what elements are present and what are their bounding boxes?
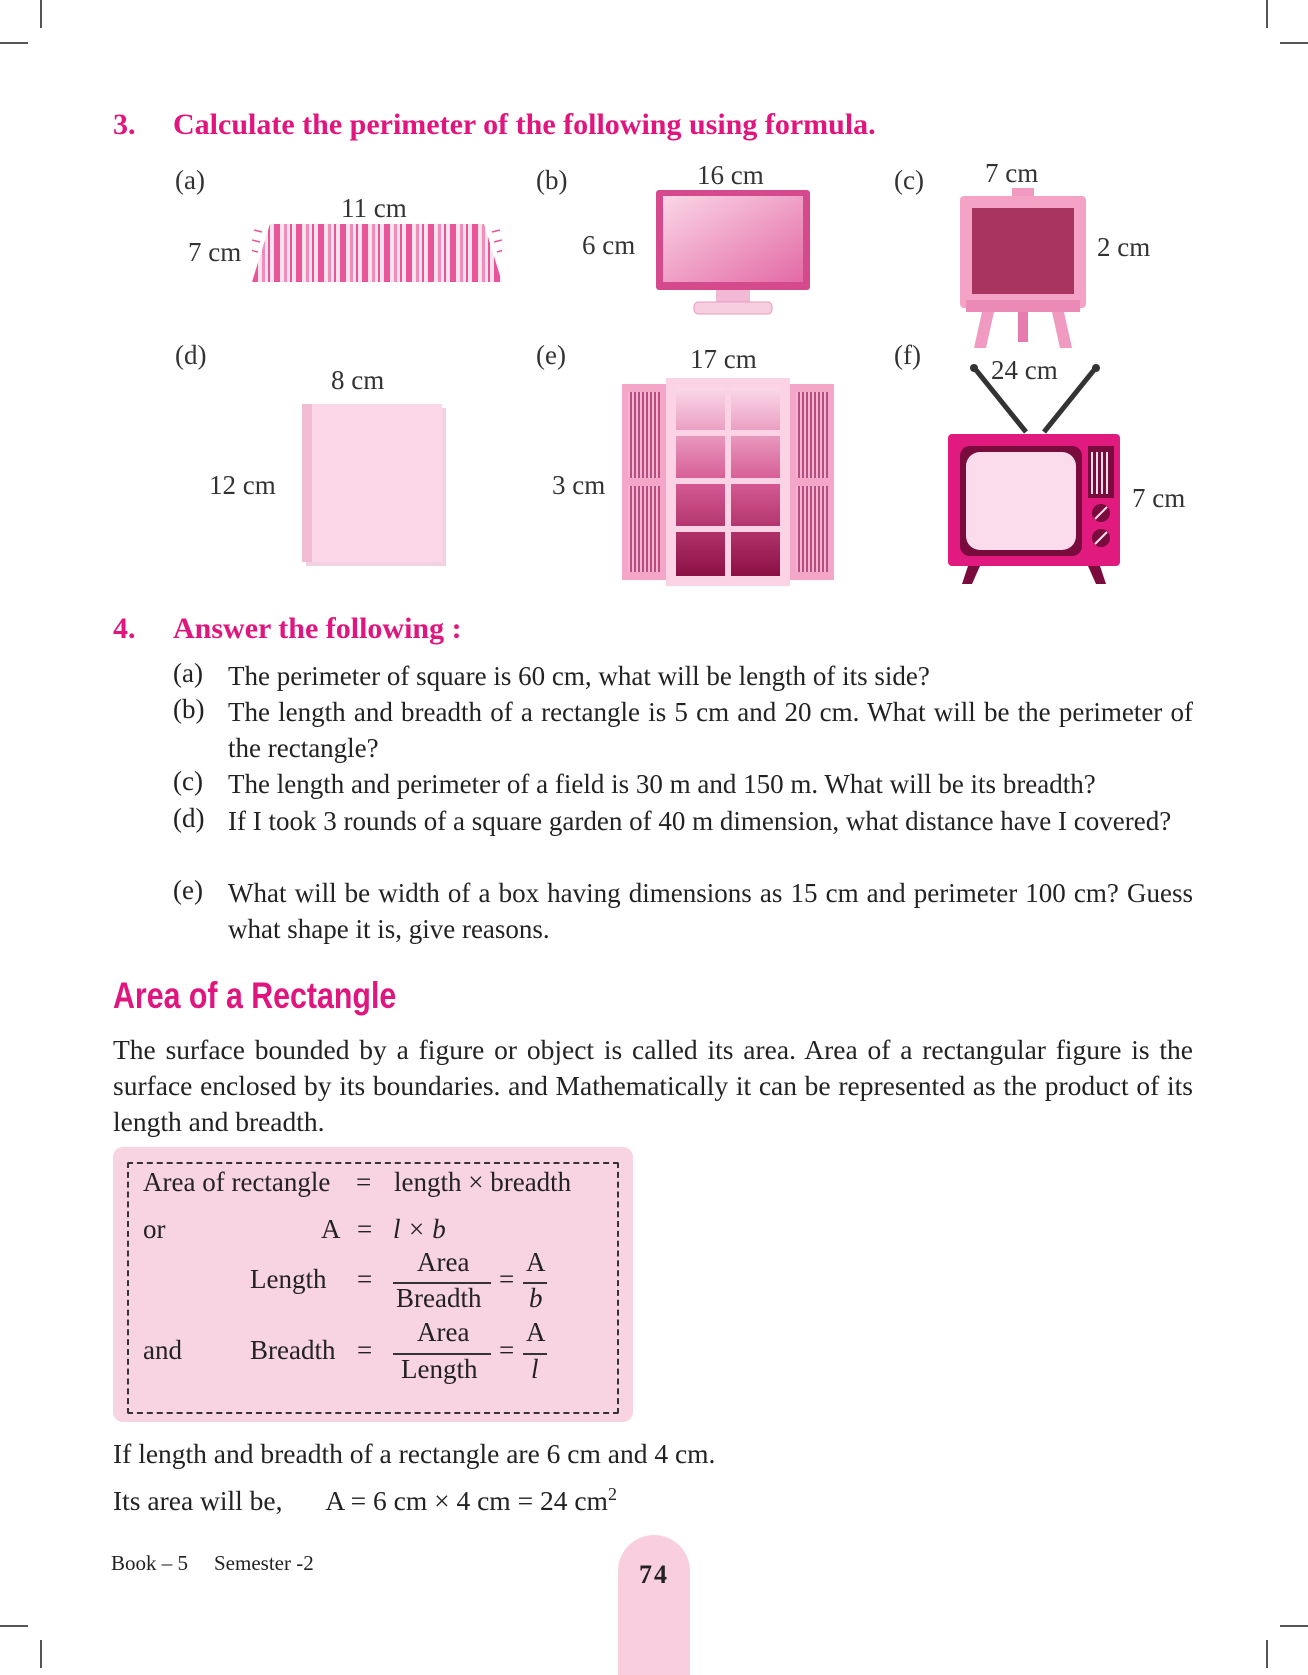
- item-f-side-label: 7 cm: [1132, 483, 1186, 513]
- item-e-top-label: 17 cm: [690, 344, 757, 374]
- formula-equals: =: [499, 1335, 515, 1365]
- section-title: Area of a Rectangle: [113, 975, 397, 1016]
- item-c-top-label: 7 cm: [985, 158, 1039, 188]
- formula-length-label: Length: [250, 1264, 327, 1294]
- q4-item-text: If I took 3 rounds of a square garden of 40 m dimension, what distance have I covered?: [228, 806, 1172, 836]
- footer-semester: Semester -2: [214, 1551, 314, 1575]
- example-line-1: If length and breadth of a rectangle are 6 cm and 4 cm.: [113, 1438, 716, 1469]
- formula-equals: =: [356, 1167, 372, 1197]
- formula-b-denominator: b: [529, 1283, 543, 1313]
- formula-equals: =: [357, 1264, 373, 1294]
- q4-item-letter: (d): [173, 803, 205, 833]
- formula-area-of-rectangle: Area of rectangle: [143, 1167, 331, 1197]
- monitor-image: [656, 190, 810, 318]
- formula-area-numerator: Area: [417, 1247, 470, 1277]
- formula-A-numerator: A: [526, 1317, 546, 1347]
- page-number: 74: [639, 1560, 669, 1589]
- item-d-top-label: 8 cm: [331, 365, 385, 395]
- formula-l-denominator: l: [531, 1354, 539, 1384]
- example-expression: A = 6 cm × 4 cm = 24 cm: [325, 1485, 608, 1517]
- television-image: [946, 360, 1122, 588]
- formula-breadth-label: Breadth: [250, 1335, 336, 1365]
- formula-equals: =: [357, 1214, 373, 1244]
- item-b-top-label: 16 cm: [697, 160, 764, 190]
- item-f-letter: (f): [894, 340, 921, 370]
- q4-title: Answer the following :: [173, 612, 462, 645]
- item-e-letter: (e): [536, 340, 566, 370]
- item-c-letter: (c): [894, 165, 924, 195]
- formula-dashed-border: [127, 1162, 619, 1414]
- q4-item-letter: (b): [173, 694, 205, 724]
- q4-item-letter: (e): [173, 875, 203, 905]
- item-d-side-label: 12 cm: [209, 470, 276, 500]
- q3-number: 3.: [113, 108, 136, 141]
- item-f-top-label: 24 cm: [991, 355, 1058, 385]
- item-a-side-label: 7 cm: [188, 237, 242, 267]
- formula-equals: =: [499, 1264, 515, 1294]
- formula-A: A: [321, 1214, 341, 1244]
- formula-length-times-breadth: length × breadth: [394, 1167, 572, 1197]
- q4-item-text: The perimeter of square is 60 cm, what will be length of its side?: [228, 661, 930, 691]
- section-paragraph: The surface bounded by a figure or object is called its area. Area of a rectangular figure is the surface enclosed by its boundaries. and Mathematically it can be represented as the product of its length and breadth.: [113, 1034, 1193, 1137]
- q4-item-text: The length and breadth of a rectangle is 5 cm and 20 cm. What will be the perimeter of the rectangle?: [228, 697, 1193, 763]
- q4-item-letter: (c): [173, 766, 203, 796]
- crop-mark: [1280, 42, 1308, 44]
- q4-item-text: What will be width of a box having dimensions as 15 cm and perimeter 100 cm? Guess what shape it is, give reasons.: [228, 878, 1193, 944]
- formula-length-denominator: Length: [401, 1354, 478, 1384]
- formula-breadth-denominator: Breadth: [396, 1283, 482, 1313]
- crop-mark: [1266, 0, 1268, 28]
- example-line-2: [113, 1484, 617, 1517]
- striped-rug-image: [252, 222, 502, 284]
- window-image: [622, 378, 834, 586]
- item-d-letter: (d): [175, 340, 207, 370]
- item-a-letter: (a): [175, 165, 205, 195]
- item-e-side-label: 3 cm: [552, 470, 606, 500]
- item-c-side-label: 2 cm: [1097, 232, 1151, 262]
- page-number-tab: [618, 1535, 690, 1675]
- q3-title: Calculate the perimeter of the following using formula.: [173, 108, 876, 141]
- crop-mark: [1280, 1625, 1308, 1627]
- q4-item-letter: (a): [173, 658, 203, 688]
- easel-image: [960, 188, 1086, 348]
- book-image: [300, 402, 450, 568]
- formula-l-times-b: l × b: [393, 1214, 446, 1244]
- crop-mark: [0, 1625, 28, 1627]
- q4-number: 4.: [113, 612, 136, 645]
- footer-book: Book – 5: [111, 1551, 189, 1575]
- formula-equals: =: [357, 1335, 373, 1365]
- formula-A-numerator: A: [526, 1247, 546, 1277]
- item-a-top-label: 11 cm: [341, 193, 407, 223]
- q4-item-text: The length and perimeter of a field is 30 m and 150 m. What will be its breadth?: [228, 769, 1096, 799]
- crop-mark: [1266, 1640, 1268, 1668]
- item-b-side-label: 6 cm: [582, 230, 636, 260]
- formula-or: or: [143, 1214, 166, 1244]
- item-b-letter: (b): [536, 165, 568, 195]
- example-prefix: Its area will be,: [113, 1485, 283, 1517]
- crop-mark: [0, 42, 28, 44]
- crop-mark: [40, 1640, 42, 1668]
- formula-area-numerator: Area: [417, 1317, 470, 1347]
- crop-mark: [40, 0, 42, 28]
- formula-and: and: [143, 1335, 182, 1365]
- example-superscript: 2: [607, 1484, 617, 1504]
- formula-box: [113, 1147, 633, 1422]
